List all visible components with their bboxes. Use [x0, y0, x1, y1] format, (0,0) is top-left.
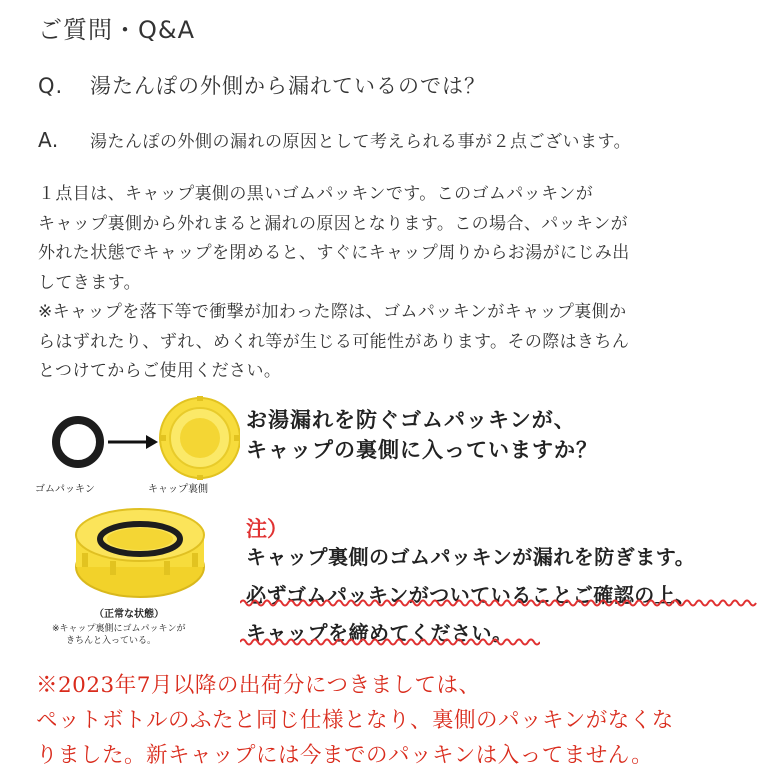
page-title: ご質問・Q&A — [38, 16, 196, 44]
gasket-label: ゴムパッキン — [35, 484, 95, 495]
gasket-ring-icon — [56, 420, 100, 464]
answer-mark: A. — [38, 128, 59, 152]
wavy-underline-2 — [240, 636, 540, 648]
body-line: とつけてからご使用ください。 — [38, 361, 282, 381]
note-heading: 注） — [246, 517, 288, 541]
body-line: １点目は、キャップ裏側の黒いゴムパッキンです。このゴムパッキンが — [38, 184, 594, 204]
notice-line: りました。新キャップには今までのパッキンは入ってません。 — [36, 743, 654, 768]
normal-state-note-1: ※キャップ裏側にゴムパッキンが — [52, 624, 186, 634]
body-line: 外れた状態でキャップを閉めると、すぐにキャップ周りからお湯がにじみ出 — [38, 243, 630, 263]
cap-with-gasket-illustration — [60, 505, 240, 600]
gasket-and-cap-illustration — [30, 390, 240, 480]
answer-text: 湯たんぽの外側の漏れの原因として考えられる事が２点ございます。 — [90, 132, 632, 152]
gasket-figure — [30, 390, 240, 505]
notice-line: ペットボトルのふたと同じ仕様となり、裏側のパッキンがなくな — [36, 708, 674, 733]
answer-body — [38, 180, 758, 387]
arrow-head-icon — [146, 435, 158, 449]
answer-row — [38, 127, 631, 152]
note-line-1: キャップ裏側のゴムパッキンが漏れを防ぎます。 — [246, 545, 696, 569]
note-line-2: 必ずゴムパッキンがついていることご確認の上、 — [246, 583, 696, 607]
normal-state-note-2: きちんと入っている。 — [66, 636, 157, 646]
note-body — [246, 538, 696, 652]
body-line: らはずれたり、ずれ、めくれ等が生じる可能性があります。その際はきちん — [38, 331, 630, 352]
body-line: してきます。 — [38, 272, 142, 293]
normal-state-caption: （正常な状態） — [94, 609, 164, 620]
cap-normal-figure — [52, 505, 240, 655]
body-line: ※キャップを落下等で衝撃が加わった際は、ゴムパッキンがキャップ裏側か — [38, 302, 627, 322]
callout-line-1: お湯漏れを防ぐゴムパッキンが、 — [246, 408, 576, 432]
new-cap-notice — [36, 668, 776, 773]
body-line: キャップ裏側から外れまると漏れの原因となります。この場合、パッキンが — [38, 213, 629, 234]
notice-line: ※2023年7月以降の出荷分につきましては、 — [36, 673, 481, 698]
note-line-3: キャップを締めてください。 — [246, 621, 513, 645]
question-row — [38, 70, 486, 100]
gasket-callout — [246, 405, 598, 465]
question-text: 湯たんぽの外側から漏れているのでは？ — [90, 74, 486, 98]
question-mark: Q. — [38, 74, 64, 98]
callout-line-2: キャップの裏側に入っていますか？ — [246, 438, 598, 462]
cap-back-label: キャップ裏側 — [148, 484, 208, 495]
wavy-underline-1 — [240, 597, 760, 609]
